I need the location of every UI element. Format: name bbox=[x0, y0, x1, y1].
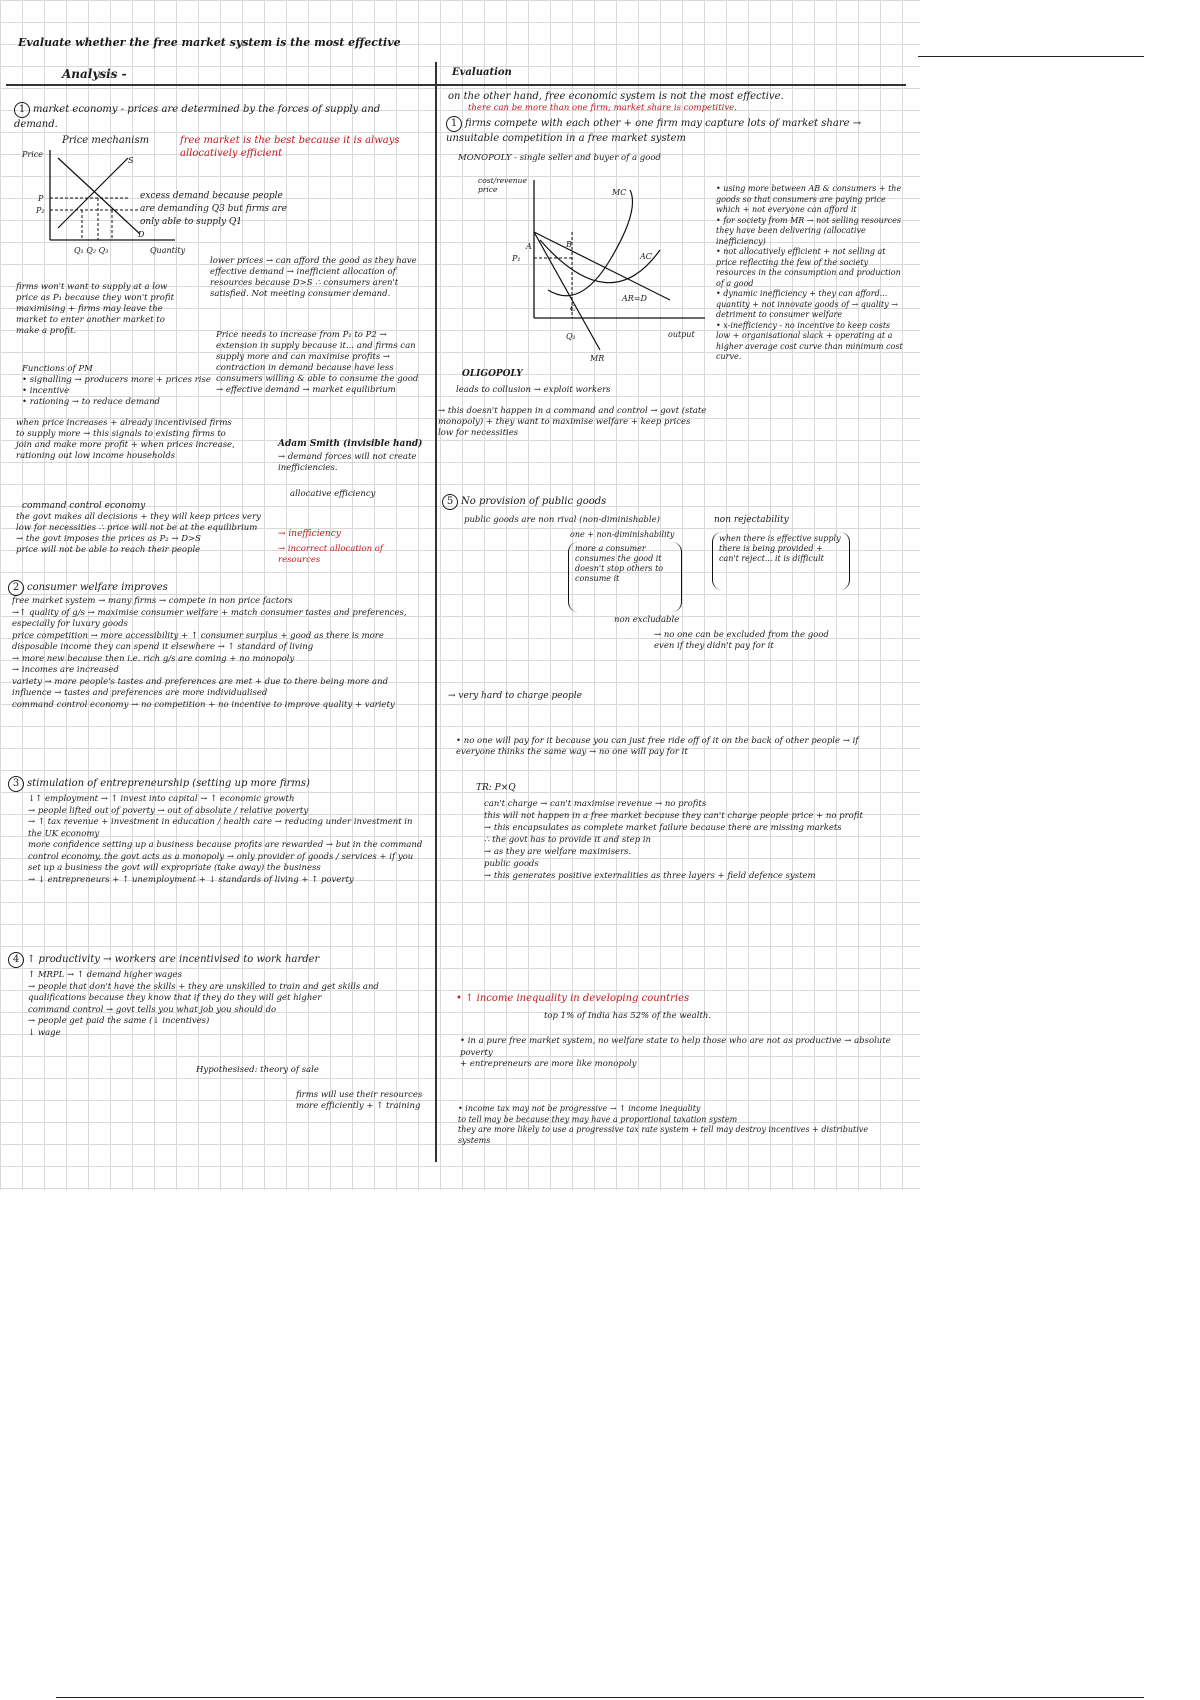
oligopoly-text: leads to collusion → exploit workers bbox=[456, 385, 611, 395]
eval-point-5-heading bbox=[442, 494, 606, 510]
tr-formula: TR: P×Q bbox=[476, 783, 516, 793]
demand-forces-note: → demand forces will not create inefficiencies. bbox=[278, 452, 417, 473]
point-3-heading bbox=[8, 776, 428, 792]
allocative-efficiency-label: allocative efficiency bbox=[290, 489, 376, 499]
adam-smith-label: Adam Smith (invisible hand) bbox=[278, 439, 423, 449]
ar-label: AR=D bbox=[622, 294, 647, 303]
point-4-title: ↑ productivity → workers are incentivised to work harder bbox=[27, 954, 320, 965]
monopoly-ylabel: cost/revenue price bbox=[478, 176, 527, 194]
point-2-title: consumer welfare improves bbox=[27, 582, 168, 593]
graph-p2-label: P₂ bbox=[36, 206, 45, 215]
hypothesised-note: Hypothesised: theory of sale bbox=[196, 1065, 319, 1075]
mc-label: MC bbox=[612, 188, 627, 197]
india-stat: top 1% of India has 52% of the wealth. bbox=[544, 1011, 712, 1021]
point-1-number: 1 bbox=[14, 102, 30, 118]
when-price-note: when price increases + already incentivised firms to supply more → this signals to existing firms to join and make more profit + when prices increase, rationing out low income households bbox=[16, 418, 235, 461]
eval-point-1-number: 1 bbox=[446, 116, 462, 132]
point-4-number: 4 bbox=[8, 952, 24, 968]
public-goods-def: public goods are non rival (non-diminishable) bbox=[464, 515, 660, 525]
evaluation-heading: Evaluation bbox=[452, 67, 512, 78]
mr-label: MR bbox=[590, 354, 605, 363]
pure-free-market-note: • in a pure free market system, no welfare state to help those who are not as productive → absolute poverty + entrepreneurs are more like monopoly bbox=[460, 1036, 891, 1069]
analysis-heading: Analysis - bbox=[62, 67, 127, 81]
evaluation-red-intro: there can be more than one firm; market share is competitive. bbox=[468, 103, 737, 113]
point-2-heading bbox=[8, 580, 428, 596]
graph-d-label: D bbox=[138, 230, 145, 239]
non-rejectability-label: non rejectability bbox=[714, 515, 789, 525]
tr-text: can't charge → can't maximise revenue → no profits this will not happen in a free market because they can't charge people price + no profit → this encapsulates as complete market failure because there are missing markets ∴ the govt has to provide it and step in → as they are welfare maximisers. public goods → this generates positive externalities as three layers + field defence system bbox=[484, 799, 863, 881]
non-rival-label: one + non-diminishability bbox=[570, 530, 675, 539]
point-1-body: market economy - prices are determined by the forces of supply and demand. bbox=[14, 104, 381, 130]
point-2-text: free market system → many firms → compete in non price factors →↑ quality of g/s → maximise consumer welfare + match consumer tastes and preferences, especially for luxury goods price competition → more accessibility + ↑ consumer surplus + good as there is more disposable income they can spend it elsewhere → ↑ standard of living → more new because then i.e. rich g/s are coming + no monopoly → incomes are increased variety → more people's tastes and preferences are met + due to there being more and influence → tastes and preferences are more individualised command control economy → no competition + no incentive to improve quality + variety bbox=[12, 596, 407, 710]
monopoly-notes: • using more between AB & consumers + the goods so that consumers are paying price which + not everyone can afford it • for society from MR → not selling resources they have been delivering (allocative inefficiency) • not allocatively efficient + not selling at price reflecting the few of the society resources in the consumption and production of a good • dynamic inefficiency + they can afford... quantity + not innovate goods of → quality → detriment to consumer welfare • x-inefficiency - no incentive to keep costs low + organisational slack + operating at a higher average cost curve than minimum cost curve. bbox=[716, 184, 903, 361]
page-title: Evaluate whether the free market system is the most effective bbox=[18, 36, 401, 49]
firms-use-note: firms will use their resources more efficiently + ↑ training bbox=[296, 1090, 423, 1111]
hard-to-charge: → very hard to charge people bbox=[448, 691, 582, 701]
monopoly-definition: MONOPOLY - single seller and buyer of a good bbox=[458, 153, 661, 163]
point-3-number: 3 bbox=[8, 776, 24, 792]
firms-note: firms won't want to supply at a low price as P₁ because they won't profit maximising + firms may leave the market to enter another market to make a profit. bbox=[16, 282, 174, 336]
point-3-title: stimulation of entrepreneurship (setting up more firms) bbox=[27, 778, 310, 789]
p1-label: P₁ bbox=[512, 254, 521, 263]
functions-of-pm: Functions of PM • signalling → producers more + prices rise • incentive • rationing → to reduce demand bbox=[22, 364, 211, 407]
header-rule-right bbox=[918, 56, 1144, 57]
eval-point-1-text bbox=[446, 116, 886, 145]
point-4-heading bbox=[8, 952, 428, 968]
column-divider bbox=[435, 62, 437, 1162]
header-divider bbox=[6, 84, 906, 86]
free-ride-note: • no one will pay for it because you can just free ride off of it on the back of other people → if everyone thinks the same way → no one will pay for it bbox=[456, 736, 859, 757]
price-rise-note: Price needs to increase from P₁ to P2 → extension in supply because it... and firms can supply more and can maximise profits → contraction in demand because have less consumers willing & able to consume the good → effective demand → market equilibrium bbox=[216, 330, 419, 395]
graph-ylabel: Price bbox=[22, 150, 43, 159]
excess-demand-note: excess demand because people are demanding Q3 but firms are only able to supply Q1 bbox=[140, 191, 288, 227]
graph-s-label: S bbox=[128, 156, 134, 165]
inefficiency-note: → inefficiency bbox=[278, 529, 341, 539]
footer-rule bbox=[56, 1697, 1144, 1698]
point-2-number: 2 bbox=[8, 580, 24, 596]
point-1-text bbox=[14, 102, 424, 131]
evaluation-intro: on the other hand, free economic system is not the most effective. bbox=[448, 91, 784, 102]
graph-q-labels: Q₁ Q₂ Q₃ bbox=[74, 246, 109, 255]
point-4-text: ↑ MRPL → ↑ demand higher wages → people that don't have the skills + they are unskilled to train and get skills and qualifications because they know that if they do they will get higher command control → govt tells you what job you should do → people get paid the same (↓ incentives) ↓ wage bbox=[28, 970, 379, 1038]
graph-xlabel: Quantity bbox=[150, 246, 186, 255]
incorrect-allocation-note: → incorrect allocation of resources bbox=[278, 544, 384, 565]
price-mechanism-label: Price mechanism bbox=[62, 135, 150, 146]
non-rejectability-box: when there is effective supply there is being provided + can't reject... it is difficult bbox=[712, 532, 850, 590]
eval-point-5-title: No provision of public goods bbox=[461, 496, 607, 507]
oligopoly-heading: OLIGOPOLY bbox=[462, 369, 523, 379]
non-excludable-text: → no one can be excluded from the good even if they didn't pay for it bbox=[654, 630, 829, 651]
income-inequality-heading: • ↑ income inequality in developing countries bbox=[456, 993, 690, 1004]
point-c-label: C bbox=[570, 304, 577, 313]
red-note-efficient: free market is the best because it is always allocatively efficient bbox=[180, 135, 400, 159]
point-3-text: ↓↑ employment → ↑ invest into capital → ↑ economic growth → people lifted out of poverty → out of absolute / relative poverty → ↑ tax revenue + investment in education / health care → reducing under investment in the UK economy more confidence setting up a business because profits are rewarded → but in the command control economy, the govt acts as a monopoly → only provider of goods / services + if you set up a business the govt will expropriate (take away) the business → ↓ entrepreneurs + ↑ unemployment + ↓ standards of living + ↑ poverty bbox=[28, 794, 423, 885]
point-b-label: B bbox=[566, 240, 572, 249]
point-a-label: A bbox=[526, 242, 532, 251]
q1-label: Q₁ bbox=[566, 332, 576, 341]
output-label: output bbox=[668, 330, 695, 339]
not-happen-note: → this doesn't happen in a command and control → govt (state monopoly) + they want to maximise welfare + keep prices low for necessities bbox=[438, 406, 707, 438]
eval-point-1-body: firms compete with each other + one firm may capture lots of market share → unsuitable competition in a free market system bbox=[446, 118, 862, 144]
command-economy-heading: command control economy bbox=[22, 501, 146, 511]
graph-p-label: P bbox=[38, 194, 44, 203]
non-rival-box: more a consumer consumes the good it doesn't stop others to consume it bbox=[568, 542, 682, 612]
non-excludable-label: non excludable bbox=[614, 615, 680, 625]
eval-point-5-number: 5 bbox=[442, 494, 458, 510]
command-economy-text: the govt makes all decisions + they will keep prices very low for necessities ∴ price will not be at the equilibrium → the govt imposes the prices as P₂ → D>S price will not be able to reach their people bbox=[16, 512, 261, 555]
income-tax-note: • income tax may not be progressive → ↑ income inequality to tell may be because they may have a proportional taxation system they are more likely to use a progressive tax rate system + tell may destroy incentives + distributive systems bbox=[458, 1104, 869, 1145]
ac-label: AC bbox=[640, 252, 652, 261]
lower-price-note: lower prices → can afford the good as they have effective demand → inefficient allocation of resources because D>S ∴ consumers aren't satisfied. Not meeting consumer demand. bbox=[210, 256, 417, 299]
